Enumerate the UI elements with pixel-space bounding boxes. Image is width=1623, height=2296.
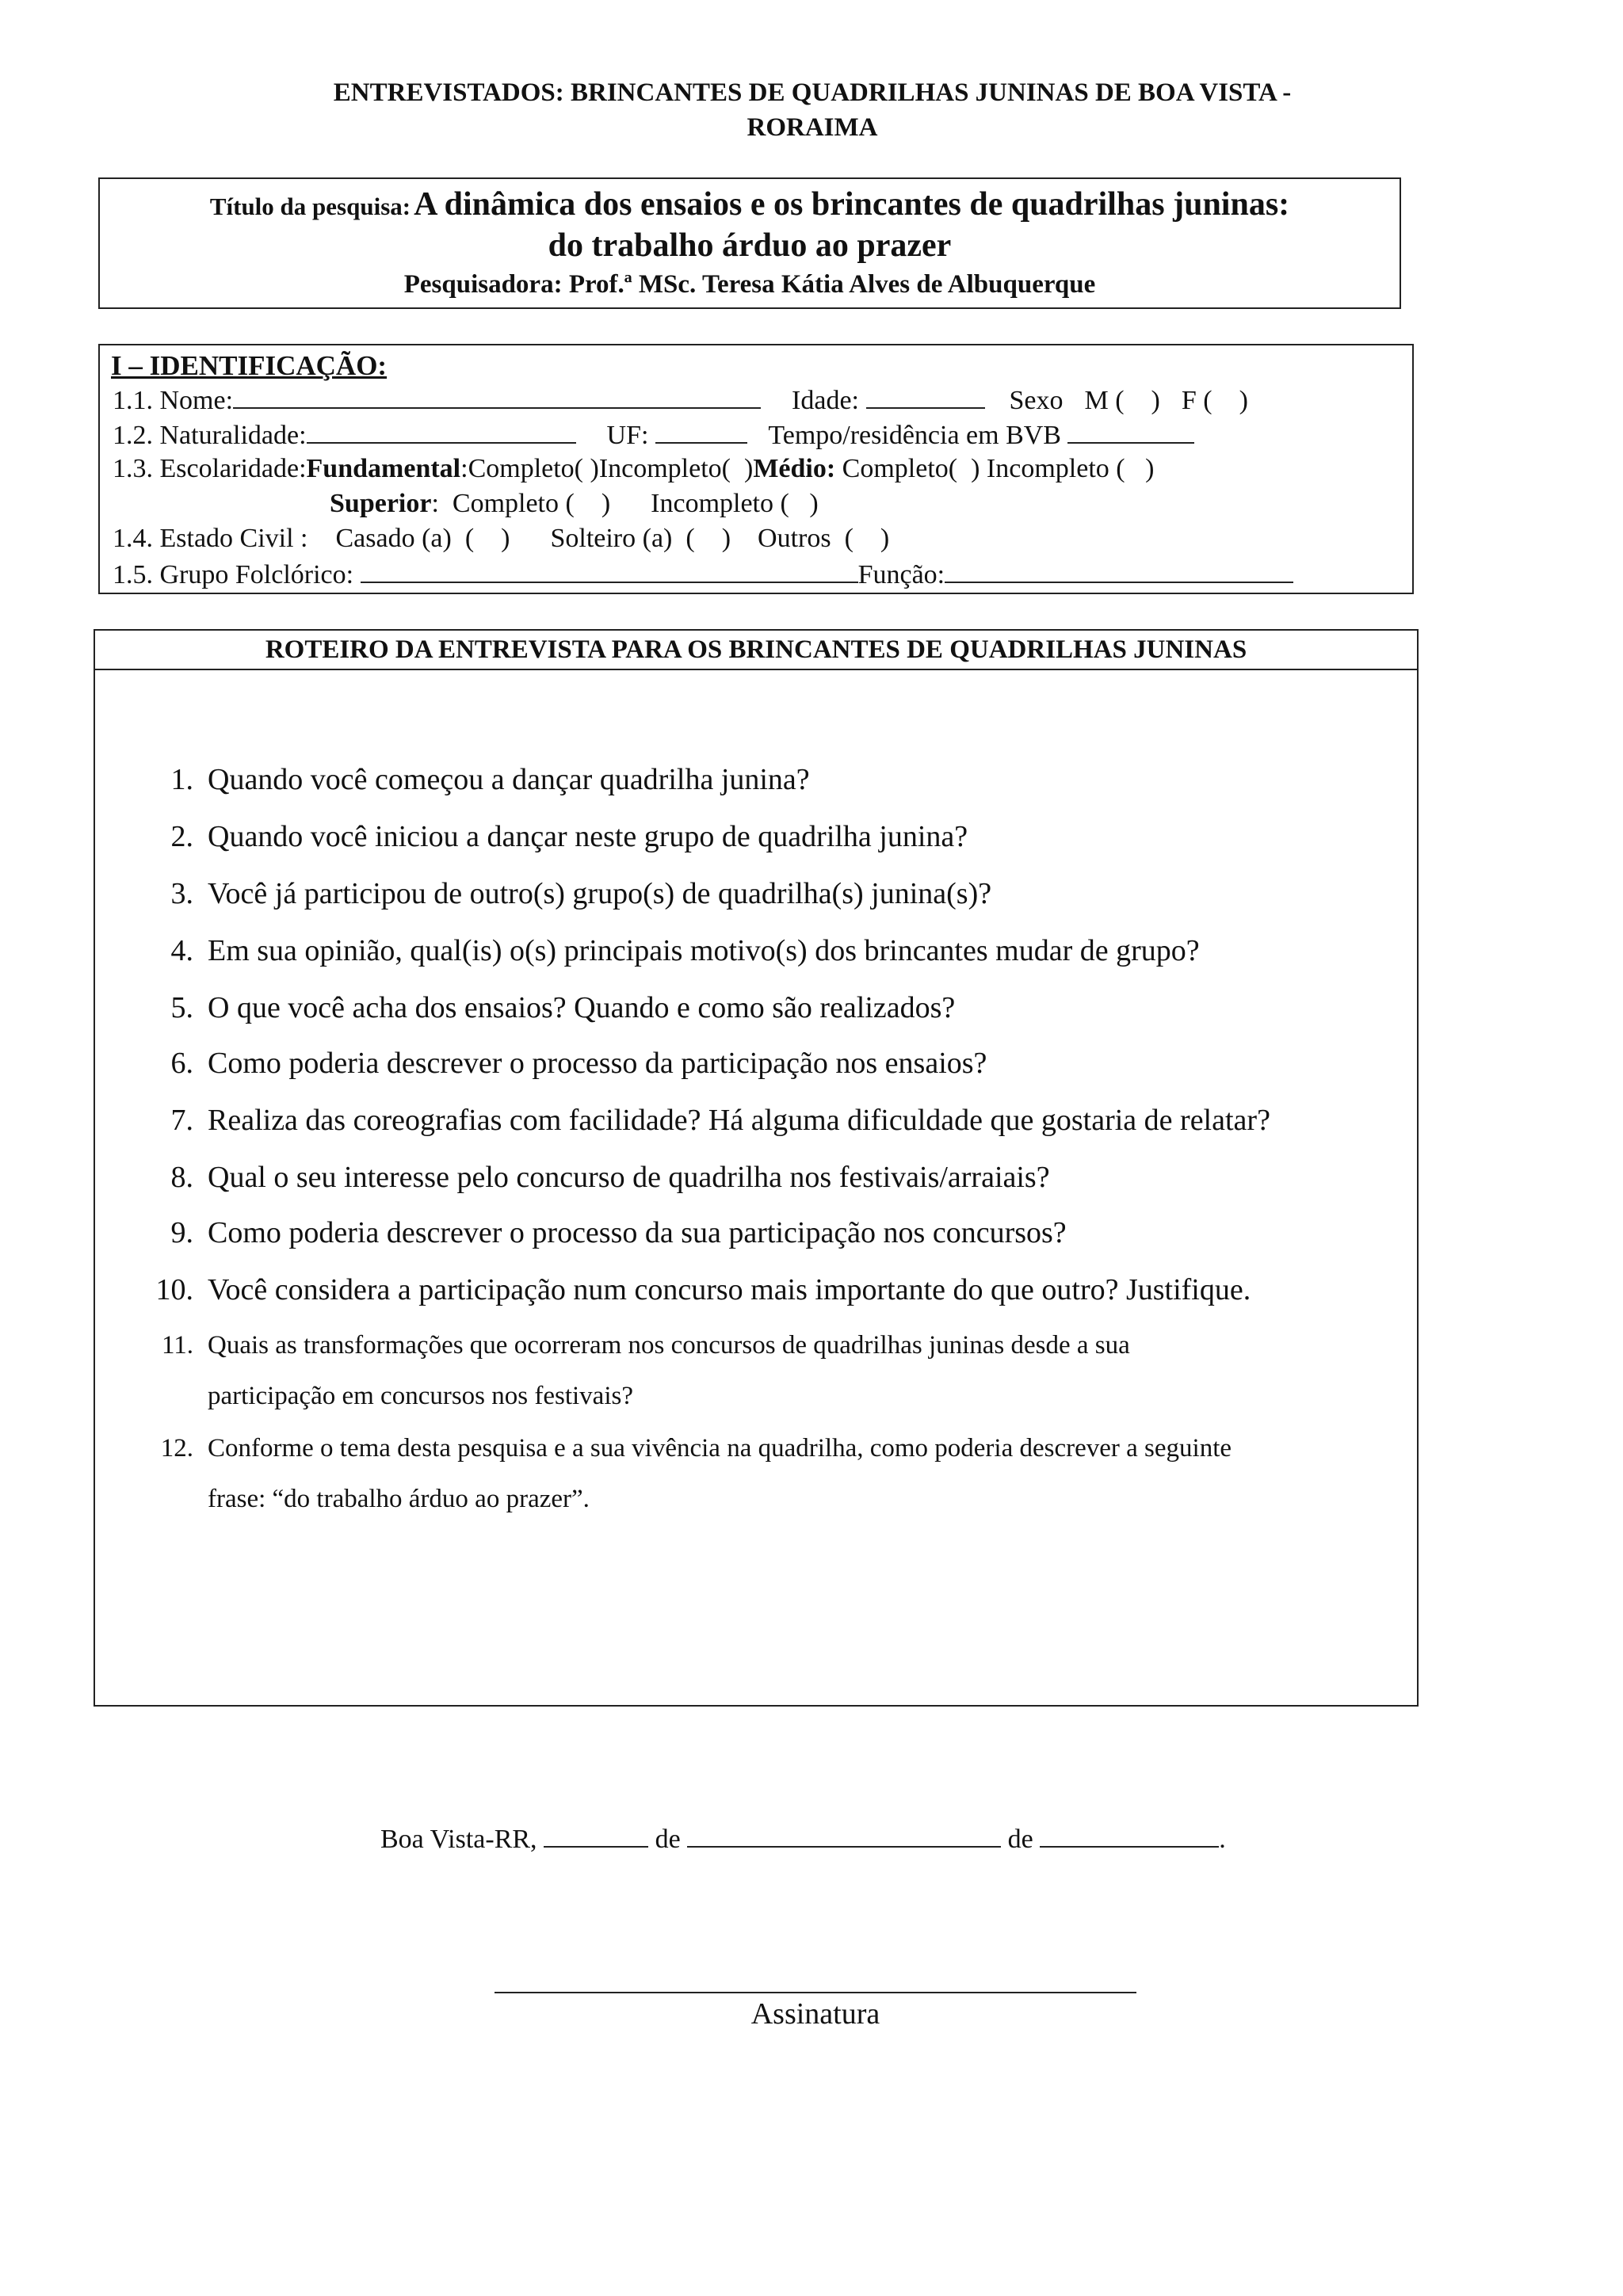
uf-label: UF: (606, 421, 649, 450)
question-item (170, 933, 1200, 968)
question-number: 9. (170, 1216, 193, 1249)
row-superior (330, 488, 819, 520)
naturalidade-field[interactable] (307, 418, 576, 444)
signature-line[interactable] (495, 1992, 1136, 1993)
question-text: Quando você começou a dançar quadrilha junina? (208, 763, 810, 796)
question-item (161, 1331, 1130, 1360)
research-title-part2: do trabalho árduo ao prazer (548, 227, 952, 264)
day-field[interactable] (544, 1822, 648, 1848)
question-text: Conforme o tema desta pesquisa e a sua vivência na quadrilha, como poderia descrever a seguinte (208, 1434, 1232, 1463)
tempo-residencia-field[interactable] (1067, 418, 1194, 444)
estado-civil-label: 1.4. Estado Civil : (113, 524, 308, 553)
sexo-m-checkbox[interactable]: M ( ) (1084, 386, 1160, 415)
superior-label: Superior (330, 489, 432, 518)
question-text: O que você acha dos ensaios? Quando e como são realizados? (208, 991, 956, 1024)
naturalidade-label: 1.2. Naturalidade: (113, 421, 307, 450)
signature-label: Assinatura (750, 1997, 880, 2031)
question-text: Quais as transformações que ocorreram nos concursos de quadrilhas juninas desde a sua (208, 1331, 1130, 1360)
question-number: 5. (170, 991, 193, 1024)
interview-script-title: ROTEIRO DA ENTREVISTA PARA OS BRINCANTES DE QUADRILHAS JUNINAS (95, 631, 1417, 670)
place-label: Boa Vista-RR, (380, 1825, 537, 1854)
funcao-field[interactable] (945, 558, 1293, 583)
question-item (170, 819, 968, 854)
row-escolaridade (113, 453, 1154, 485)
question-text-continuation: frase: “do trabalho árduo ao prazer”. (208, 1485, 590, 1513)
medio-label: Médio: (753, 454, 836, 483)
document-heading-line2: RORAIMA (747, 113, 878, 142)
date-line (380, 1822, 1226, 1855)
row-grupo-folclorico (113, 558, 1293, 591)
sexo-label: Sexo (1009, 386, 1064, 415)
question-item (170, 762, 810, 797)
question-item (155, 1272, 1251, 1307)
year-field[interactable] (1040, 1822, 1219, 1848)
document-heading-line1: ENTREVISTADOS: BRINCANTES DE QUADRILHAS JUNINAS DE BOA VISTA - (333, 78, 1292, 107)
research-title-part1: A dinâmica dos ensaios e os brincantes de quadrilhas juninas: (414, 186, 1290, 223)
row-estado-civil (113, 523, 889, 555)
question-number: 8. (170, 1161, 193, 1194)
question-item (170, 990, 956, 1025)
question-item (170, 1046, 987, 1081)
idade-label: Idade: (792, 386, 859, 415)
researcher-name: Pesquisadora: Prof.ª MSc. Teresa Kátia Alves de Albuquerque (403, 270, 1096, 299)
question-number: 12. (160, 1434, 193, 1463)
question-text: Você considera a participação num concurso mais importante do que outro? Justifique. (208, 1273, 1251, 1306)
de-label-1: de (655, 1825, 681, 1854)
nome-field[interactable] (233, 383, 761, 409)
escolaridade-label: 1.3. Escolaridade: (113, 454, 307, 483)
grupo-folclorico-label: 1.5. Grupo Folclórico: (113, 560, 354, 589)
de-label-2: de (1007, 1825, 1033, 1854)
date-period: . (1219, 1825, 1226, 1854)
research-title-line1 (100, 185, 1400, 223)
estado-civil-options[interactable]: Casado (a) ( ) Solteiro (a) ( ) Outros ( ) (335, 524, 890, 553)
idade-field[interactable] (866, 383, 985, 409)
sexo-f-checkbox[interactable]: F ( ) (1181, 386, 1248, 415)
research-title-box (98, 177, 1401, 309)
question-text-continuation: participação em concursos nos festivais? (208, 1382, 633, 1410)
question-number: 2. (170, 820, 193, 853)
question-text: Realiza das coreografias com facilidade? Há alguma dificuldade que gostaria de relatar? (208, 1104, 1270, 1137)
identification-title: I – IDENTIFICAÇÃO: (111, 350, 388, 381)
question-number: 10. (155, 1273, 193, 1306)
question-number: 11. (161, 1331, 193, 1360)
question-text: Como poderia descrever o processo da participação nos ensaios? (208, 1047, 987, 1080)
question-text: Quando você iniciou a dançar neste grupo de quadrilha junina? (208, 820, 968, 853)
question-text: Em sua opinião, qual(is) o(s) principais motivo(s) dos brincantes mudar de grupo? (208, 934, 1200, 967)
grupo-folclorico-field[interactable] (361, 558, 858, 583)
fundamental-options[interactable]: :Completo( )Incompleto( ) (460, 454, 754, 483)
fundamental-label: Fundamental (306, 454, 461, 483)
question-number: 7. (170, 1104, 193, 1137)
tempo-residencia-label: Tempo/residência em BVB (768, 421, 1061, 450)
question-item (170, 876, 992, 911)
row-nome (113, 383, 1248, 417)
month-field[interactable] (687, 1822, 1001, 1848)
question-number: 3. (170, 877, 193, 910)
question-item (170, 1103, 1270, 1138)
research-title-label: Título da pesquisa: (209, 193, 411, 220)
question-item (160, 1434, 1232, 1463)
question-item (170, 1160, 1050, 1195)
row-naturalidade (113, 418, 1194, 452)
identification-box (98, 344, 1414, 594)
uf-field[interactable] (655, 418, 747, 444)
medio-options[interactable]: Completo( ) Incompleto ( ) (835, 454, 1155, 483)
funcao-label: Função: (857, 560, 945, 589)
question-text: Qual o seu interesse pelo concurso de quadrilha nos festivais/arraiais? (208, 1161, 1050, 1194)
question-item (170, 1215, 1067, 1250)
question-number: 4. (170, 934, 193, 967)
question-number: 6. (170, 1047, 193, 1080)
superior-options[interactable]: : Completo ( ) Incompleto ( ) (431, 489, 819, 518)
nome-label: 1.1. Nome: (113, 386, 234, 415)
question-text: Você já participou de outro(s) grupo(s) de quadrilha(s) junina(s)? (208, 877, 992, 910)
question-text: Como poderia descrever o processo da sua participação nos concursos? (208, 1216, 1067, 1249)
question-number: 1. (170, 763, 193, 796)
